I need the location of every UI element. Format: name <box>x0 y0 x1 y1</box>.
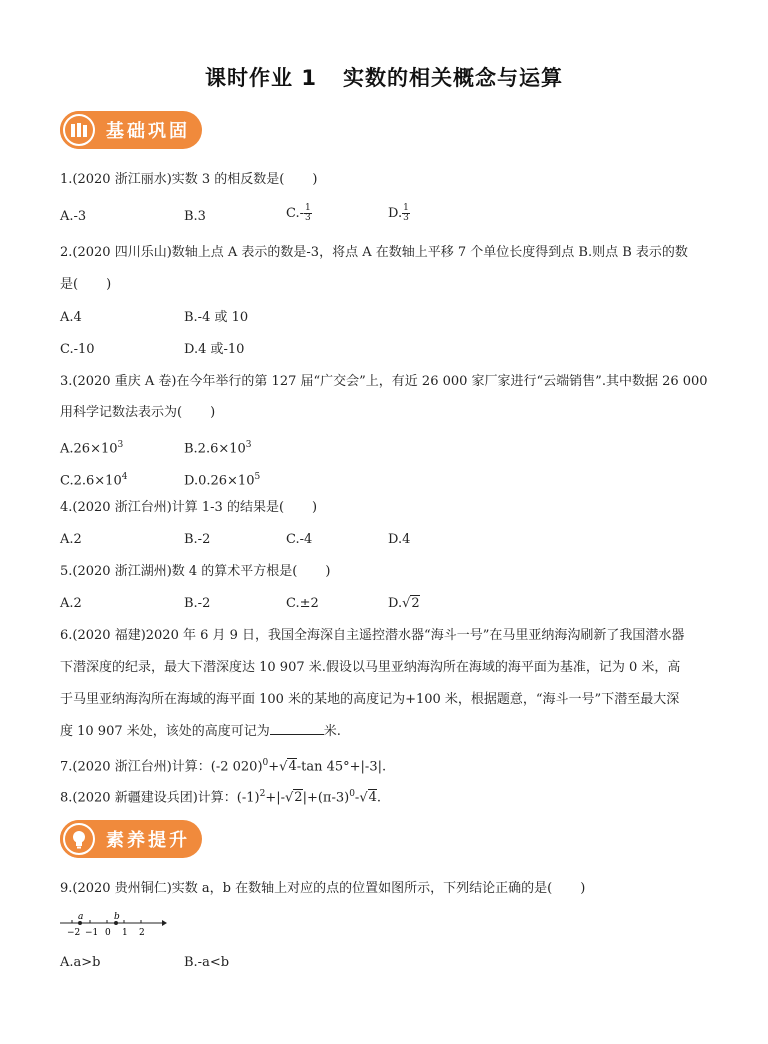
label-b: b <box>114 912 120 922</box>
section-label: 基础巩固 <box>106 121 190 142</box>
q4-option-b: B.-2 <box>184 532 211 547</box>
q4-option-d: D.4 <box>388 532 411 547</box>
q5-option-d: D.√2 <box>388 596 420 611</box>
q1-option-b: B.3 <box>184 209 206 224</box>
section-label: 素养提升 <box>106 830 190 851</box>
tick-label: −2 <box>67 928 81 938</box>
number-line <box>58 910 168 938</box>
q1-option-d: D. $\frac{1}{3}$ <box>388 203 409 223</box>
section-banner-advanced <box>60 820 202 858</box>
question-5: 5.(2020 浙江湖州)数 4 的算术平方根是( ) <box>60 564 331 579</box>
q2-option-a: A.4 <box>60 310 82 325</box>
question-9: 9.(2020 贵州铜仁)实数 a，b 在数轴上对应的点的位置如图所示，下列结论正确的是( ) <box>60 881 586 896</box>
title-part1: 课时作业 1 <box>205 66 317 90</box>
question-8: 8.(2020 新疆建设兵团)计算：$(-1)^2+|-√2|+(\pi-3)^0-√4$. <box>60 789 382 806</box>
tick-label: 1 <box>122 928 128 938</box>
q2-option-c: C.-10 <box>60 342 95 357</box>
q5-option-b: B.-2 <box>184 596 211 611</box>
q4-option-a: A.2 <box>60 532 82 547</box>
q4-option-c: C.-4 <box>286 532 313 547</box>
question-4: 4.(2020 浙江台州)计算 1-3 的结果是( ) <box>60 500 318 515</box>
q2-option-b: B.-4 或 10 <box>184 310 249 325</box>
question-3-line1: 3.(2020 重庆 A 卷)在今年举行的第 127 届“广交会”上，有近 26 000 家厂家进行“云端销售”.其中数据 26 000 <box>60 374 708 389</box>
books-icon <box>60 111 98 149</box>
q1-option-c: C.- $\frac{1}{3}$ <box>286 203 311 223</box>
question-2-line1: 2.(2020 四川乐山)数轴上点 A 表示的数是-3，将点 A 在数轴上平移 7 个单位长度得到点 B.则点 B 表示的数 <box>60 245 688 260</box>
q5-option-a: A.2 <box>60 596 82 611</box>
page-title <box>0 62 768 92</box>
question-7: 7.(2020 浙江台州)计算：(-2 020)$^0$+√4-tan 45°+|-3|. <box>60 758 387 775</box>
tick-label: 0 <box>105 928 111 938</box>
q3-option-a: $A.26\times 10^3$ <box>60 440 124 457</box>
answer-blank <box>270 722 324 735</box>
q1-option-a: A.-3 <box>60 209 87 224</box>
q3-option-d: $D.0.26\times 10^5$ <box>184 472 261 489</box>
q9-option-a: A.a>b <box>60 955 101 970</box>
question-6-line1: 6.(2020 福建)2020 年 6 月 9 日，我国全海深自主遥控潜水器“海斗一号”在马里亚纳海沟刷新了我国潜水器 <box>60 628 685 643</box>
label-a: a <box>78 912 84 922</box>
question-6-line3: 于马里亚纳海沟所在海域的海平面 100 米的某地的高度记为+100 米，根据题意，“海斗一号”下潜至最大深 <box>60 692 680 707</box>
q3-option-b: $B.2.6\times 10^3$ <box>184 440 252 457</box>
title-part2: 实数的相关概念与运算 <box>342 66 563 90</box>
question-6-line2: 下潜深度的纪录，最大下潜深度达 10 907 米.假设以马里亚纳海沟所在海域的海平面为基准，记为 0 米，高 <box>60 660 681 675</box>
q5-option-c: C.±2 <box>286 596 319 611</box>
q9-option-b: B.-a<b <box>184 955 230 970</box>
question-2-line2: 是( ) <box>60 277 112 292</box>
q3-option-c: $C.2.6\times 10^4$ <box>60 472 128 489</box>
q2-option-d: D.4 或-10 <box>184 342 245 357</box>
lightbulb-icon <box>60 820 98 858</box>
question-3-line2: 用科学记数法表示为( ) <box>60 405 216 420</box>
tick-label: −1 <box>85 928 99 938</box>
question-6-line4: 度 10 907 米处，该处的高度可记为 米. <box>60 724 341 739</box>
section-banner-basic <box>60 111 202 149</box>
tick-label: 2 <box>139 928 145 938</box>
question-1: 1.(2020 浙江丽水)实数 3 的相反数是( ) <box>60 172 318 187</box>
